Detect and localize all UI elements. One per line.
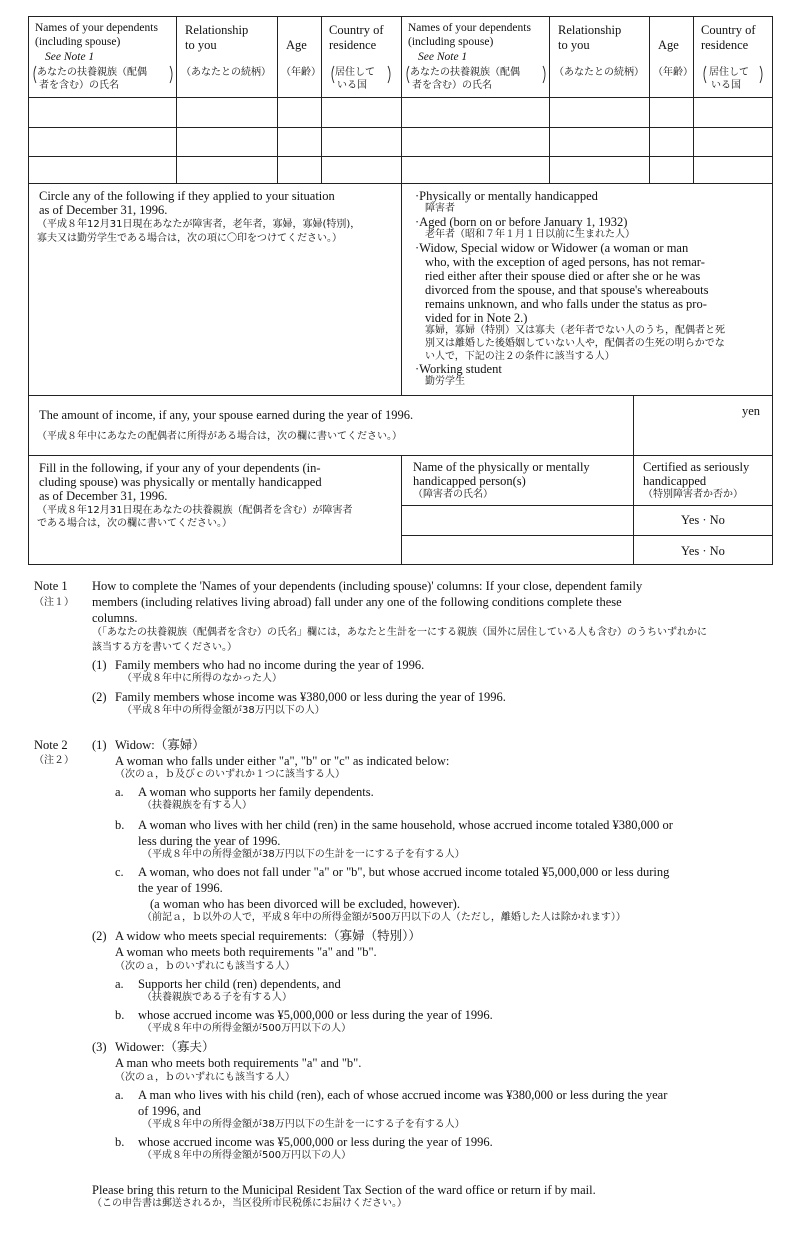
header-age: Age: [286, 38, 307, 52]
widow-c-jp: （前記ａ，ｂ以外の人で，平成８年中の所得金額が500万円以下の人（ただし，離婚した人は除かれます））: [142, 912, 626, 923]
widower-a: A man who lives with his child (ren), each of whose accrued income was ¥380,000 or less during the year: [138, 1088, 668, 1102]
header-see-note-b: See Note 1: [418, 51, 468, 63]
dependents-form: [28, 16, 773, 565]
certified-header: Certified as seriously: [643, 460, 750, 474]
closing-instruction-jp: （この申告書は郵送されるか，当区役所市民税係にお届けください。）: [92, 1198, 407, 1209]
certified-header-2: handicapped: [643, 474, 707, 488]
widow-c-3: (a woman who has been divorced will be excluded, however).: [150, 897, 460, 911]
widow-num: (1): [92, 738, 107, 752]
special-widow-a: Supports her child (ren) dependents, and: [138, 977, 341, 991]
header-country-b-2: residence: [701, 38, 749, 52]
widower-b: whose accrued income was ¥5,000,000 or less during the year of 1996.: [138, 1135, 493, 1149]
certified-header-jp: （特別障害者か否か）: [643, 489, 743, 500]
header-names-jp-b-2: 者を含む）の氏名: [412, 80, 492, 91]
option-handicapped[interactable]: ·Physically or mentally handicapped: [415, 189, 598, 203]
special-widow-intro: A woman who meets both requirements "a" and "b".: [115, 945, 377, 959]
header-country-jp-b-2: いる国: [711, 80, 741, 91]
handicapped-prompt-jp: （平成８年12月31日現在あなたの扶養親族（配偶者を含む）が障害者: [37, 505, 353, 516]
option-working-student[interactable]: ·Working student: [415, 362, 502, 376]
widower-a-label: a.: [115, 1088, 124, 1102]
special-widow-title: A widow who meets special requirements:（寡婦（特別））: [115, 929, 421, 943]
note2-label-jp: （注２）: [34, 755, 74, 766]
header-country-jp-b: 居住して: [709, 67, 749, 78]
header-country-b: Country of: [701, 23, 756, 37]
spouse-income-label: The amount of income, if any, your spouse earned during the year of 1996.: [39, 408, 414, 422]
note1-item-num: (1): [92, 658, 107, 672]
header-relationship-2: to you: [185, 38, 217, 52]
dependent-entry-row[interactable]: [30, 98, 772, 126]
widow-a-label: a.: [115, 785, 124, 799]
closing-instruction: Please bring this return to the Municipal Resident Tax Section of the ward office or return if by mail.: [92, 1183, 596, 1197]
widower-intro: A man who meets both requirements "a" and "b".: [115, 1056, 362, 1070]
spouse-income-unit: yen: [742, 404, 761, 418]
header-country-jp: 居住して: [335, 67, 375, 78]
widow-a-jp: （扶養親族を有する人）: [142, 800, 252, 811]
note1-text-jp: 該当する方を書いてください。）: [92, 642, 237, 653]
note1-item-num: (2): [92, 690, 107, 704]
widower-title: Widower:（寡夫）: [115, 1040, 215, 1054]
widow-intro: A woman who falls under either "a", "b" or "c" as indicated below:: [115, 754, 450, 768]
status-prompt-2: as of December 31, 1996.: [39, 203, 168, 217]
handicapped-name-header: Name of the physically or mentally: [413, 460, 590, 474]
widow-b-jp: （平成８年中の所得金額が38万円以下の生計を一にする子を有する人）: [142, 849, 465, 860]
widower-b-jp: （平成８年中の所得金額が500万円以下の人）: [142, 1150, 352, 1161]
status-prompt-jp: （平成８年12月31日現在あなたが障害者，老年者，寡婦，寡婦(特別)，: [37, 219, 361, 230]
widow-a: A woman who supports her family dependents.: [138, 785, 374, 799]
yes-no-option[interactable]: Yes · No: [681, 544, 725, 558]
option-widow-line: ried either after their spouse died or after she or he was: [425, 269, 701, 283]
yes-no-option[interactable]: Yes · No: [681, 513, 725, 527]
status-prompt-jp-2: 寡夫又は勤労学生である場合は，次の項に〇印をつけてください。）: [37, 233, 342, 244]
header-age-jp-b: （年齢）: [653, 67, 693, 78]
handicapped-name-field[interactable]: [403, 507, 632, 534]
widower-a-2: of 1996, and: [138, 1104, 201, 1118]
header-names-jp-b: あなたの扶養親族（配偶: [410, 67, 520, 78]
special-widow-a-label: a.: [115, 977, 124, 991]
header-relationship-b-2: to you: [558, 38, 590, 52]
widow-b-2: less during the year of 1996.: [138, 834, 281, 848]
special-widow-b-jp: （平成８年中の所得金額が500万円以下の人）: [142, 1023, 352, 1034]
spouse-income-label-jp: （平成８年中にあなたの配偶者に所得がある場合は，次の欄に書いてください。）: [37, 431, 402, 442]
header-names-jp: あなたの扶養親族（配偶: [37, 67, 147, 78]
widower-intro-jp: （次のａ，ｂのいずれにも該当する人）: [115, 1072, 295, 1083]
special-widow-a-jp: （扶養親族である子を有する人）: [142, 992, 292, 1003]
handicapped-prompt: Fill in the following, if your any of your dependents (in-: [39, 461, 321, 475]
option-aged[interactable]: ·Aged (born on or before January 1, 1932): [415, 215, 628, 229]
option-widow[interactable]: ·Widow, Special widow or Widower (a woman or man: [415, 241, 689, 255]
header-relationship-jp-b: （あなたとの続柄）: [554, 67, 644, 78]
note1-item-jp: （平成８年中の所得金額が38万円以下の人）: [122, 705, 325, 716]
special-widow-num: (2): [92, 929, 107, 943]
option-handicapped-jp: 障害者: [425, 203, 455, 214]
special-widow-intro-jp: （次のａ，ｂのいずれにも該当する人）: [115, 961, 295, 972]
header-country: Country of: [329, 23, 384, 37]
note1-item: Family members who had no income during the year of 1996.: [115, 658, 425, 672]
option-widow-jp: 寡婦，寡婦（特別）又は寡夫（老年者でない人のうち，配偶者と死: [425, 325, 725, 336]
note1-label: Note 1: [34, 579, 68, 593]
handicapped-prompt-2: cluding spouse) was physically or mentally handicapped: [39, 475, 322, 489]
option-widow-line: divorced from the spouse, and that spouse's whereabouts: [425, 283, 709, 297]
header-names-label-b-2: (including spouse): [408, 36, 494, 48]
status-prompt: Circle any of the following if they applied to your situation: [39, 189, 335, 203]
widower-num: (3): [92, 1040, 107, 1054]
header-age-b: Age: [658, 38, 679, 52]
widow-title: Widow:（寡婦）: [115, 738, 205, 752]
note1-item: Family members whose income was ¥380,000 or less during the year of 1996.: [115, 690, 506, 704]
special-widow-b-label: b.: [115, 1008, 125, 1022]
option-working-student-jp: 勤労学生: [425, 376, 465, 387]
note2-label: Note 2: [34, 738, 68, 752]
note1-text: members (including relatives living abroad) fall under any one of the following conditions complete these: [92, 595, 622, 609]
widow-b-label: b.: [115, 818, 125, 832]
widower-a-jp: （平成８年中の所得金額が38万円以下の生計を一にする子を有する人）: [142, 1119, 465, 1130]
handicapped-name-field[interactable]: [403, 537, 632, 563]
widow-c-label: c.: [115, 865, 124, 879]
option-aged-jp: 老年者（昭和７年１月１日以前に生まれた人）: [425, 229, 635, 240]
handicapped-prompt-3: as of December 31, 1996.: [39, 489, 168, 503]
header-names-jp-2: 者を含む）の氏名: [39, 80, 119, 91]
widow-c-2: the year of 1996.: [138, 881, 223, 895]
header-country-jp-2: いる国: [337, 80, 367, 91]
dependent-entry-row[interactable]: [30, 128, 772, 155]
widow-intro-jp: （次のａ，ｂ及びｃのいずれか１つに該当する人）: [115, 769, 345, 780]
option-widow-jp: い人で，下記の注２の条件に該当する人）: [425, 351, 615, 362]
handicapped-prompt-jp-2: である場合は，次の欄に書いてください。）: [37, 518, 232, 529]
handicapped-name-header-jp: （障害者の氏名）: [413, 489, 493, 500]
widower-b-label: b.: [115, 1135, 125, 1149]
header-relationship: Relationship: [185, 23, 249, 37]
header-age-jp: （年齢）: [281, 67, 321, 78]
header-relationship-b: Relationship: [558, 23, 622, 37]
header-names-label: Names of your dependents: [35, 22, 158, 34]
option-widow-jp: 別又は離婚した後婚姻していない人や，配偶者の生死の明らかでな: [425, 338, 725, 349]
note1-label-jp: （注１）: [34, 597, 74, 608]
dependent-entry-row[interactable]: [30, 157, 772, 182]
handicapped-name-header-2: handicapped person(s): [413, 474, 526, 488]
note1-text: columns.: [92, 611, 138, 625]
header-names-label-b: Names of your dependents: [408, 22, 531, 34]
header-country-2: residence: [329, 38, 377, 52]
widow-c: A woman, who does not fall under "a" or "b", but whose accrued income totaled ¥5,000,000 or less during: [138, 865, 670, 879]
option-widow-line: remains unknown, and who falls under the status as pro-: [425, 297, 707, 311]
header-names-label-2: (including spouse): [35, 36, 121, 48]
note1-text-jp: （「あなたの扶養親族（配偶者を含む）の氏名」欄には，あなたと生計を一にする親族（国外に居住している人も含む）のうちいずれかに: [92, 627, 707, 638]
header-relationship-jp: （あなたとの続柄）: [181, 67, 271, 78]
option-widow-line: who, with the exception of aged persons, has not remar-: [425, 255, 705, 269]
header-see-note: See Note 1: [45, 51, 95, 63]
widow-b: A woman who lives with her child (ren) in the same household, whose accrued income totaled ¥380,000 or: [138, 818, 673, 832]
option-widow-line: vided for in Note 2.): [425, 311, 528, 325]
special-widow-b: whose accrued income was ¥5,000,000 or less during the year of 1996.: [138, 1008, 493, 1022]
note1-text: How to complete the 'Names of your dependents (including spouse)' columns: If your close, dependent family: [92, 579, 643, 593]
note1-item-jp: （平成８年中に所得のなかった人）: [122, 673, 282, 684]
